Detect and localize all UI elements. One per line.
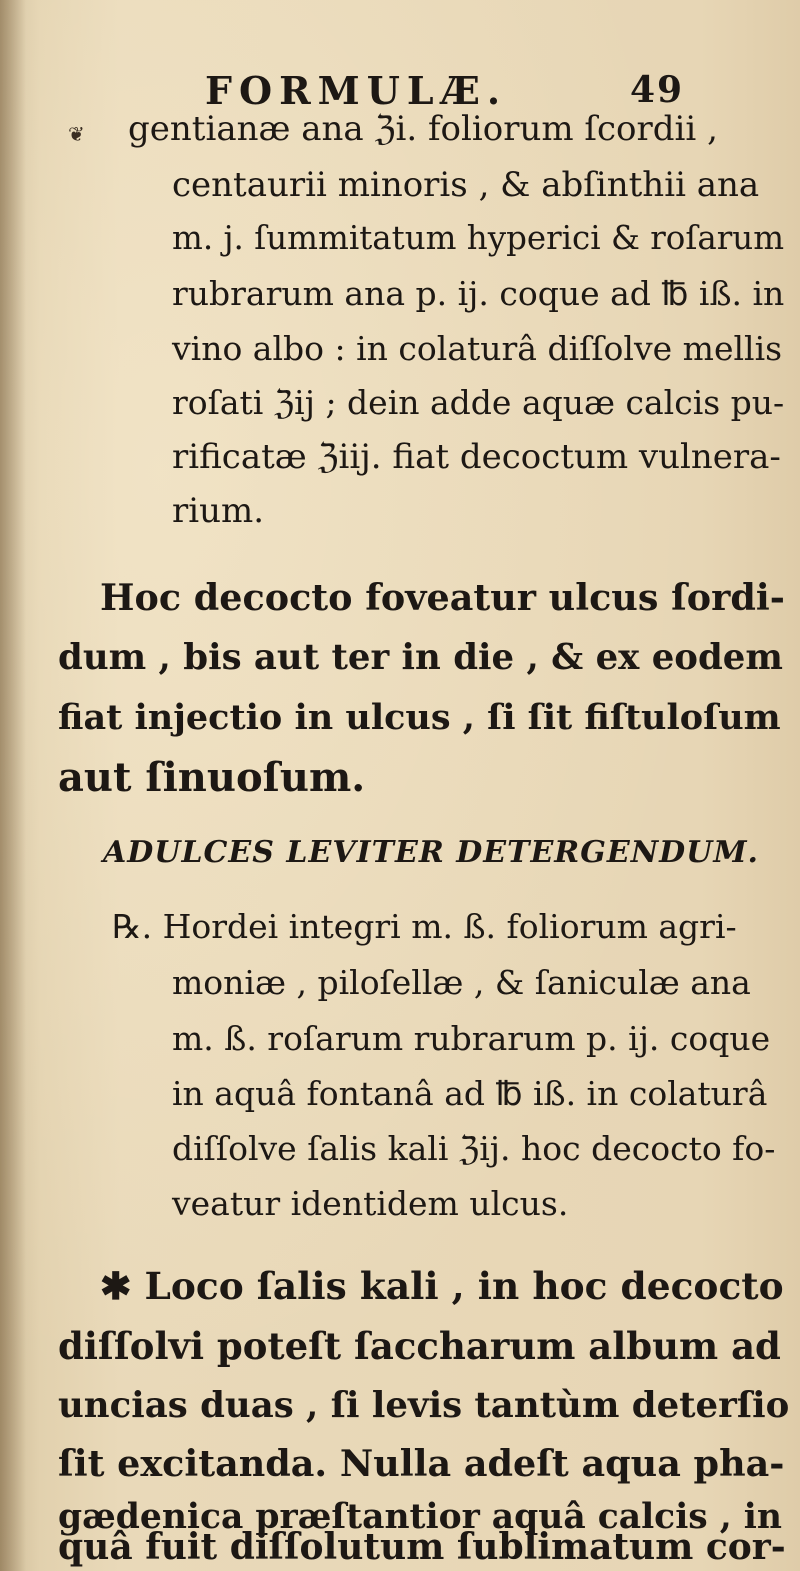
paragraph2-line-2: diſſolvi poteſt ſaccharum album ad [58,1324,781,1368]
paragraph2-line-1: ✱ Loco ſalis kali , in hoc decocto [100,1264,784,1308]
recipe1-line-2: centaurii minoris , & abſinthii ana [172,165,760,205]
paragraph1-line-1: Hoc decocto foveatur ulcus ſordi- [100,576,785,619]
recipe2-line-5: diſſolve ſalis kali ℨij. hoc decocto fo- [172,1129,776,1168]
paragraph2-line-6: quâ fuit diſſolutum ſublimatum cor- [58,1526,786,1568]
recipe1-line-3: m. j. ſummitatum hyperici & roſarum [172,219,785,257]
section-heading: ADULCES LEVITER DETERGENDUM. [103,835,759,870]
recipe1-line-6: roſati ℨij ; dein adde aquæ calcis pu- [172,383,785,422]
recipe1-line-1: gentianæ ana ℨi. foliorum ſcordii , [128,109,718,149]
recipe1-line-7: rificatæ ℨiij. fiat decoctum vulnera- [172,437,781,477]
recipe1-line-5: vino albo : in colaturâ diſſolve mellis [172,329,783,368]
paragraph1-line-4: aut ſinuoſum. [58,754,366,801]
recipe2-line-4: in aquâ fontanâ ad ℔ iß. in colaturâ [172,1074,768,1113]
paragraph1-line-2: dum , bis aut ter in die , & ex eodem [58,637,783,678]
running-header-title: FORMULÆ. [205,68,508,113]
recipe2-line-2: moniæ , piloſellæ , & ſaniculæ ana [172,963,751,1002]
recipe2-line-6: veatur identidem ulcus. [172,1184,569,1223]
paragraph2-line-5: gædenica præſtantior aquâ calcis , in [58,1497,782,1537]
page-gutter-shadow [0,0,26,1571]
recipe2-line-3: m. ß. roſarum rubrarum p. ij. coque [172,1019,771,1058]
paragraph1-line-3: fiat injectio in ulcus , ſi ſit fiſtuloſum [58,697,781,738]
recipe1-line-8: rium. [172,491,265,531]
recipe1-line-4: rubrarum ana p. ij. coque ad ℔ iß. in [172,274,785,313]
paragraph2-line-3: uncias duas , ſi levis tantùm deterſio [58,1385,790,1426]
paragraph2-line-4: ſit excitanda. Nulla adeſt aqua pha- [58,1442,785,1485]
page-number: 49 [630,69,685,111]
recipe2-line-1: ℞. Hordei integri m. ß. foliorum agri- [112,907,737,946]
fleuron-icon: ❦ [68,122,85,146]
